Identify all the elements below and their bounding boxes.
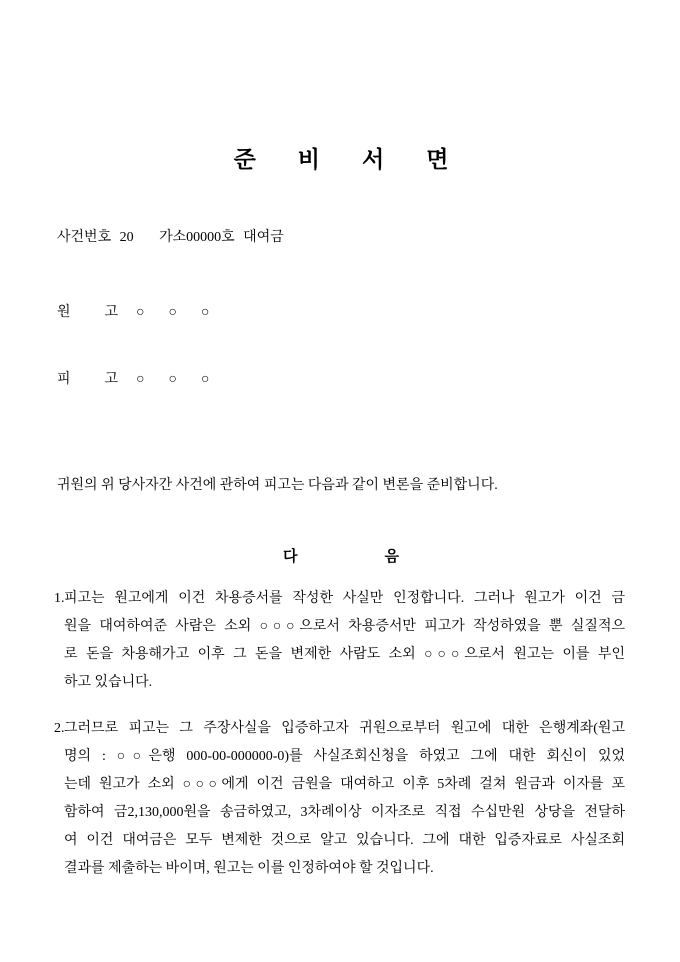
- paragraph-2-line-1: 그러므로 피고는 그 주장사실을 입증하고자 귀원으로부터 원고에 대한 은행계좌(원고: [64, 721, 625, 736]
- intro-paragraph: 귀원의 위 당사자간 사건에 관하여 피고는 다음과 같이 변론을 준비합니다.: [57, 478, 498, 493]
- paragraph-2-line-2: 명의 : ○○은행 000-00-000000-0)를 사실조회신청을 하였고 그에 대한 회신이 있었: [64, 749, 625, 764]
- paragraph-2-number: 2.: [54, 721, 65, 736]
- paragraph-2-line-6: 결과를 제출하는 바이며, 원고는 이를 인정하여야 할 것입니다.: [64, 861, 434, 876]
- case-number-line: 사건번호 20 가소00000호 대여금: [57, 230, 284, 245]
- plaintiff-role-label: 원고: [57, 305, 153, 320]
- paragraph-1-line-1: 피고는 원고에게 이건 차용증서를 작성한 사실만 인정합니다. 그러나 원고가 이건 금: [64, 591, 625, 606]
- section-heading: 다음: [283, 549, 486, 565]
- paragraph-1-line-4: 하고 있습니다.: [64, 675, 153, 690]
- paragraph-2-line-3: 는데 원고가 소외 ○○○에게 이건 금원을 대여하고 이후 5차례 걸쳐 원금과 이자를 포: [64, 777, 625, 792]
- paragraph-1-line-2: 원을 대여하여준 사람은 소외 ○○○으로서 차용증서만 피고가 작성하였을 뿐 실질적으: [64, 619, 625, 634]
- document-title: 준비서면: [233, 147, 491, 172]
- defendant-name: ○○○: [136, 372, 234, 387]
- defendant-row: [57, 366, 625, 394]
- paragraph-1-number: 1.: [54, 591, 65, 606]
- paragraph-1-line-3: 로 돈을 차용해가고 이후 그 돈을 변제한 사람도 소외 ○○○으로서 원고는 이를 부인: [64, 647, 625, 662]
- paragraph-1: [54, 585, 625, 697]
- plaintiff-name: ○○○: [136, 305, 234, 320]
- paragraph-2-line-5: 여 이건 대여금은 모두 변제한 것으로 알고 있습니다. 그에 대한 입증자료로 사실조회: [64, 833, 625, 848]
- paragraph-2: [54, 715, 625, 883]
- paragraph-2-line-4: 함하여 금2,130,000원을 송금하였고, 3차례이상 이자조로 직접 수십만원 상당을 전달하: [64, 805, 625, 820]
- plaintiff-row: [57, 299, 625, 327]
- defendant-role-label: 피고: [57, 372, 153, 387]
